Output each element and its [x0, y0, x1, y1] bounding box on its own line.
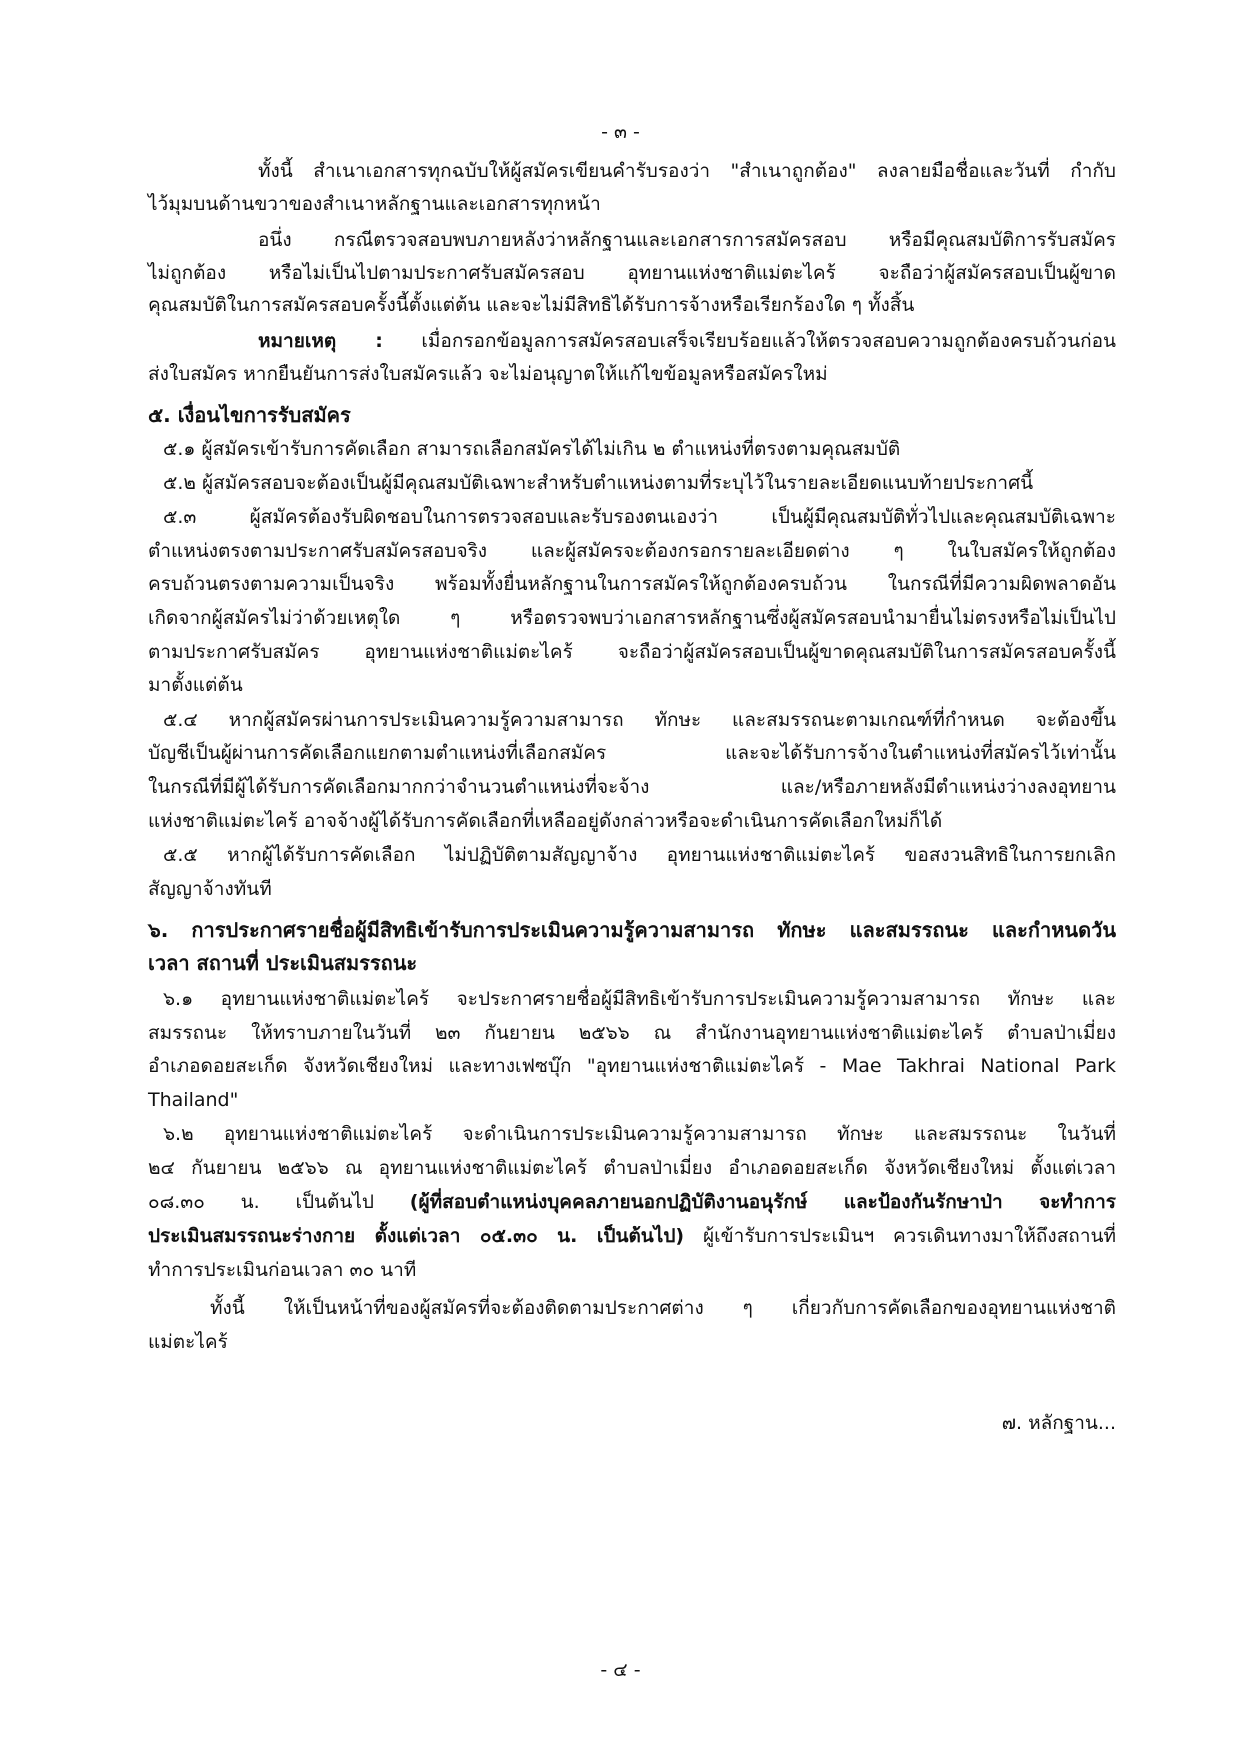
paragraph-line: ทำการประเมินก่อนเวลา ๓๐ นาที [148, 1259, 417, 1281]
paragraph-line: คุณสมบัติในการสมัครสอบครั้งนี้ตั้งแต่ต้น และจะไม่มีสิทธิได้รับการจ้างหรือเรียกร้องใด ๆ ทั้งสิ้น [148, 294, 915, 316]
paragraph-line: อำเภอดอยสะเก็ด จังหวัดเชียงใหม่ และทางเฟซบุ๊ก "อุทยานแห่งชาติแม่ตะไคร้ - Mae Takhrai National Park [148, 1055, 1116, 1077]
time-text: ๐๘.๓๐ น. เป็นต้นไป [148, 1191, 410, 1213]
paragraph-line: ทั้งนี้ สำเนาเอกสารทุกฉบับให้ผู้สมัครเขียนคำรับรองว่า "สำเนาถูกต้อง" ลงลายมือชื่อและวันที่ กำกับ [258, 160, 1116, 182]
paragraph-line: Thailand" [148, 1089, 239, 1111]
bold-note-cont: ประเมินสมรรถนะร่างกาย ตั้งแต่เวลา ๐๕.๓๐ น. เป็นต้นไป) [148, 1225, 685, 1247]
paragraph-line: ไม่ถูกต้อง หรือไม่เป็นไปตามประกาศรับสมัครสอบ อุทยานแห่งชาติแม่ตะไคร้ จะถือว่าผู้สมัครสอบเป็นผู้ขาด [148, 262, 1116, 284]
paragraph-line: ส่งใบสมัคร หากยืนยันการส่งใบสมัครแล้ว จะไม่อนุญาตให้แก้ไขข้อมูลหรือสมัครใหม่ [148, 363, 828, 385]
paragraph-line: ตำแหน่งตรงตามประกาศรับสมัครสอบจริง และผู้สมัครจะต้องกรอกรายละเอียดต่าง ๆ ในใบสมัครให้ถูกต้อง [148, 540, 1116, 562]
clause-6-1: ๖.๑ อุทยานแห่งชาติแม่ตะไคร้ จะประกาศรายชื่อผู้มีสิทธิเข้ารับการประเมินความรู้ความสามารถ ทักษะ และ [163, 988, 1116, 1010]
paragraph-line [148, 1190, 1116, 1214]
note-label: หมายเหตุ : [258, 330, 383, 352]
paragraph-line [148, 1224, 1116, 1248]
paragraph-line: ตามประกาศรับสมัคร อุทยานแห่งชาติแม่ตะไคร้ จะถือว่าผู้สมัครสอบเป็นผู้ขาดคุณสมบัติในการสมัครสอบครั้งนี้ [148, 641, 1116, 663]
paragraph-line: แม่ตะไคร้ [148, 1331, 228, 1353]
paragraph-line: เกิดจากผู้สมัครไม่ว่าด้วยเหตุใด ๆ หรือตรวจพบว่าเอกสารหลักฐานซึ่งผู้สมัครสอบนำมายื่นไม่ตรงหรือไม่เป็นไป [148, 607, 1116, 629]
paragraph-line: มาตั้งแต่ต้น [148, 674, 243, 696]
note-text: ผู้เข้ารับการประเมินฯ ควรเดินทางมาให้ถึงสถานที่ [684, 1225, 1116, 1247]
paragraph-line: ๒๔ กันยายน ๒๕๖๖ ณ อุทยานแห่งชาติแม่ตะไคร้ ตำบลป่าเมี่ยง อำเภอดอยสะเก็ด จังหวัดเชียงใหม่ ตั้งแต่เวลา [148, 1157, 1116, 1179]
paragraph-line: บัญชีเป็นผู้ผ่านการคัดเลือกแยกตามตำแหน่งที่เลือกสมัคร และจะได้รับการจ้างในตำแหน่งที่สมัครไว้เท่านั้น [148, 742, 1116, 764]
clause-5-3: ๕.๓ ผู้สมัครต้องรับผิดชอบในการตรวจสอบและรับรองตนเองว่า เป็นผู้มีคุณสมบัติทั่วไปและคุณสมบัติเฉพาะ [163, 506, 1116, 528]
closing-paragraph: ทั้งนี้ ให้เป็นหน้าที่ของผู้สมัครที่จะต้องติดตามประกาศต่าง ๆ เกี่ยวกับการคัดเลือกของอุทยานแห่งชาติ [210, 1297, 1116, 1319]
paragraph-line: สัญญาจ้างทันที [148, 878, 272, 900]
clause-5-4: ๕.๔ หากผู้สมัครผ่านการประเมินความรู้ความสามารถ ทักษะ และสมรรถนะตามเกณฑ์ที่กำหนด จะต้องขึ้น [163, 709, 1116, 731]
clause-5-5: ๕.๕ หากผู้ได้รับการคัดเลือก ไม่ปฏิบัติตามสัญญาจ้าง อุทยานแห่งชาติแม่ตะไคร้ ขอสงวนสิทธิในการยกเลิก [163, 844, 1116, 866]
clause-6-2: ๖.๒ อุทยานแห่งชาติแม่ตะไคร้ จะดำเนินการประเมินความรู้ความสามารถ ทักษะ และสมรรถนะ ในวันที่ [163, 1123, 1116, 1145]
section-heading-6-cont: เวลา สถานที่ ประเมินสมรรถนะ [148, 951, 418, 975]
paragraph-line: แห่งชาติแม่ตะไคร้ อาจจ้างผู้ได้รับการคัดเลือกที่เหลืออยู่ดังกล่าวหรือจะดำเนินการคัดเลือกใหม่ก็ได้ [148, 810, 943, 832]
page-number-top: - ๓ - [601, 121, 640, 143]
bold-note: (ผู้ที่สอบตำแหน่งบุคคลภายนอกปฏิบัติงานอนุรักษ์ และป้องกันรักษาป่า จะทำการ [409, 1191, 1116, 1213]
clause-5-1: ๕.๑ ผู้สมัครเข้ารับการคัดเลือก สามารถเลือกสมัครได้ไม่เกิน ๒ ตำแหน่งที่ตรงตามคุณสมบัติ [163, 438, 901, 460]
continuation-marker: ๗. หลักฐาน... [1001, 1412, 1116, 1434]
paragraph-line: อนึ่ง กรณีตรวจสอบพบภายหลังว่าหลักฐานและเอกสารการสมัครสอบ หรือมีคุณสมบัติการรับสมัคร [258, 229, 1116, 251]
page-number-bottom: - ๔ - [600, 1659, 641, 1681]
paragraph-line: สมรรถนะ ให้ทราบภายในวันที่ ๒๓ กันยายน ๒๕๖๖ ณ สำนักงานอุทยานแห่งชาติแม่ตะไคร้ ตำบลป่าเมี่ยง [148, 1022, 1116, 1044]
section-heading-5: ๕. เงื่อนไขการรับสมัคร [148, 403, 351, 427]
note-line [258, 329, 1116, 353]
section-heading-6: ๖. การประกาศรายชื่อผู้มีสิทธิเข้ารับการประเมินความรู้ความสามารถ ทักษะ และสมรรถนะ และกำหนดวัน [148, 918, 1116, 942]
clause-5-2: ๕.๒ ผู้สมัครสอบจะต้องเป็นผู้มีคุณสมบัติเฉพาะสำหรับตำแหน่งตามที่ระบุไว้ในรายละเอียดแนบท้ายประกาศนี้ [163, 472, 1034, 494]
paragraph-line: ไว้มุมบนด้านขวาของสำเนาหลักฐานและเอกสารทุกหน้า [148, 193, 601, 215]
paragraph-line: ครบถ้วนตรงตามความเป็นจริง พร้อมทั้งยื่นหลักฐานในการสมัครให้ถูกต้องครบถ้วน ในกรณีที่มีความผิดพลาดอัน [148, 573, 1116, 595]
note-text: เมื่อกรอกข้อมูลการสมัครสอบเสร็จเรียบร้อยแล้วให้ตรวจสอบความถูกต้องครบถ้วนก่อน [382, 330, 1116, 352]
paragraph-line: ในกรณีที่มีผู้ได้รับการคัดเลือกมากกว่าจำนวนตำแหน่งที่จะจ้าง และ/หรือภายหลังมีตำแหน่งว่างลงอุทยาน [148, 776, 1116, 798]
